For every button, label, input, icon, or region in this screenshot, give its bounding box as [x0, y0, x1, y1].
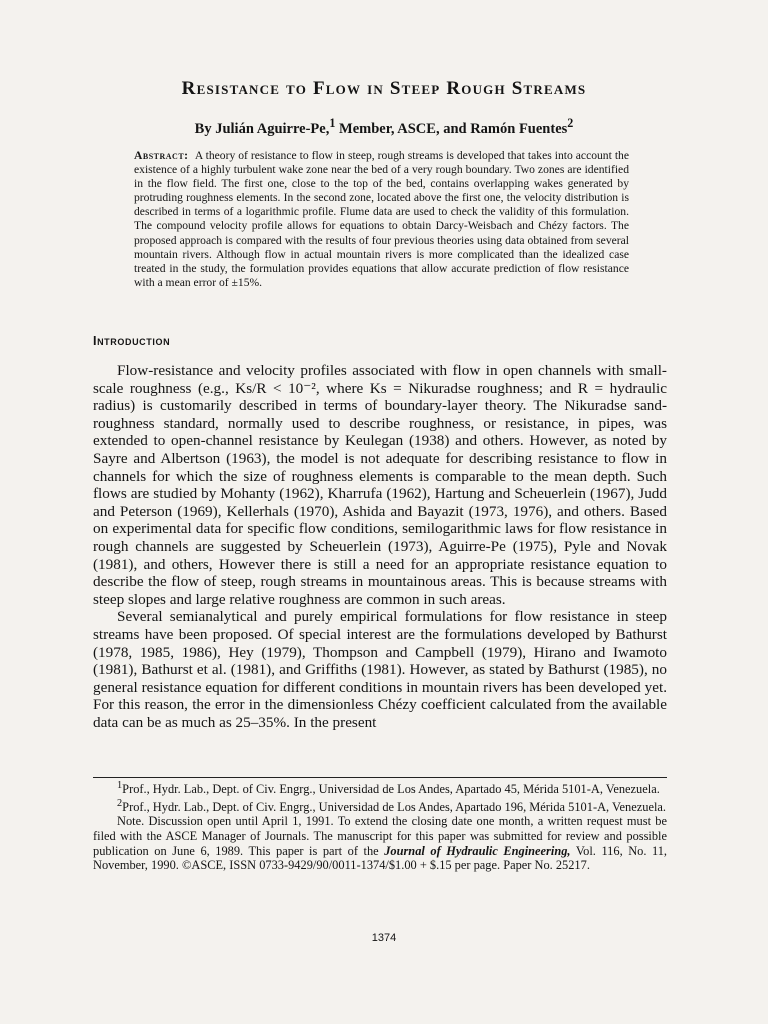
- footnote-1-text: Prof., Hydr. Lab., Dept. of Civ. Engrg., Universidad de Los Andes, Apartado 45, Mérida 5101-A, Venezuela.: [122, 782, 660, 797]
- note-text-b: Vol. 116, No. 11, November, 1990. ©ASCE, ISSN 0733-9429/90/0011-1374/$1.00 + $.15 per page. Paper No. 25217.: [93, 843, 667, 873]
- author-2: Member, ASCE, and Ramón Fuentes: [335, 120, 568, 137]
- footnote-2: [93, 797, 667, 815]
- paragraph-1: Flow-resistance and velocity profiles associated with flow in open channels with small-scale roughness (e.g., Ks/R < 10⁻², where Ks = Nikuradse roughness; and R = hydraulic radius) is customarily described in terms of boundary-layer theory. The Nikuradse sand-roughness standard, normally used to describe roughness, or resistance, in pipes, was extended to open-channel resistance by Keulegan (1938) and others. However, as noted by Sayre and Albertson (1963), the model is not adequate for describing resistance to flow in channels for which the size of roughness elements is comparable to the mean depth. Such flows are studied by Mohanty (1962), Kharrufa (1962), Hartung and Scheuerlein (1967), Judd and Peterson (1969), Kellerhals (1970), Ashida and Bayazit (1973, 1976), and others. Based on experimental data for specific flow conditions, semilogarithmic laws for flow resistance in rough channels are suggested by Scheuerlein (1973), Aguirre-Pe (1975), Pyle and Novak (1981), and others, However there is still a need for an appropriate resistance equation to describe the flow of steep, rough streams in mountainous areas. This is because streams with steep slopes and large relative roughness are common in such areas.: [93, 362, 667, 608]
- abstract: [134, 149, 629, 290]
- section-heading-introduction: Introduction: [93, 334, 171, 348]
- author-1-footnote-mark: 1: [329, 116, 336, 130]
- author-1: By Julián Aguirre-Pe,: [194, 120, 330, 137]
- footnote-2-mark: 2: [117, 797, 123, 809]
- footnote-1-mark: 1: [117, 780, 123, 791]
- footnote-1: [93, 779, 667, 797]
- note-text-a: Note. Discussion open until April 1, 1991. To extend the closing date one month, a written request must be filed with the ASCE Manager of Journals. The manuscript for this paper was submitted for review and possible publication on June 6, 1989. This paper is part of the: [93, 814, 667, 858]
- journal-name: Journal of Hydraulic Engineering,: [384, 843, 571, 858]
- abstract-text: A theory of resistance to flow in steep, rough streams is developed that takes into account the existence of a highly turbulent wake zone near the bed of a very rough boundary. Two zones are identified in the flow field. The first one, close to the top of the bed, contains overlapping wakes generated by protruding roughness elements. In the second zone, located above the first one, the velocity distribution is described in terms of a logarithmic profile. Flume data are used to check the validity of this formulation. The compound velocity profile allows for equations to obtain Darcy-Weisbach and Chézy factors. The proposed approach is compared with the results of four previous theories using data obtained from several mountain rivers. Although flow in actual mountain rivers is more complicated than the idealized case treated in the study, the formulation provides equations that allow accurate prediction of flow resistance with a mean error of ±15%.: [134, 149, 629, 289]
- paper-title: Resistance to Flow in Steep Rough Streams: [181, 78, 587, 99]
- footnote-divider: [93, 777, 667, 778]
- page-number: 1374: [371, 932, 397, 944]
- author-2-footnote-mark: 2: [567, 116, 574, 130]
- introduction-body: [93, 362, 667, 731]
- footnotes: [93, 779, 667, 873]
- paragraph-2: Several semianalytical and purely empirical formulations for flow resistance in steep streams have been proposed. Of special interest are the formulations developed by Bathurst (1978, 1985, 1986), Hey (1979), Thompson and Campbell (1979), Hirano and Iwamoto (1981), Bathurst et al. (1981), and Griffiths (1981). However, as stated by Bathurst (1985), no general resistance equation for different conditions in mountain rivers has been developed yet. For this reason, the error in the dimensionless Chézy coefficient calculated from the available data can be as much as 25–35%. In the present: [93, 608, 667, 731]
- footnote-note: [93, 814, 667, 872]
- abstract-label: Abstract:: [134, 149, 189, 162]
- author-line: [90, 116, 678, 138]
- footnote-2-text: Prof., Hydr. Lab., Dept. of Civ. Engrg., Universidad de Los Andes, Apartado 196, Mérida 5101-A, Venezuela.: [122, 799, 666, 814]
